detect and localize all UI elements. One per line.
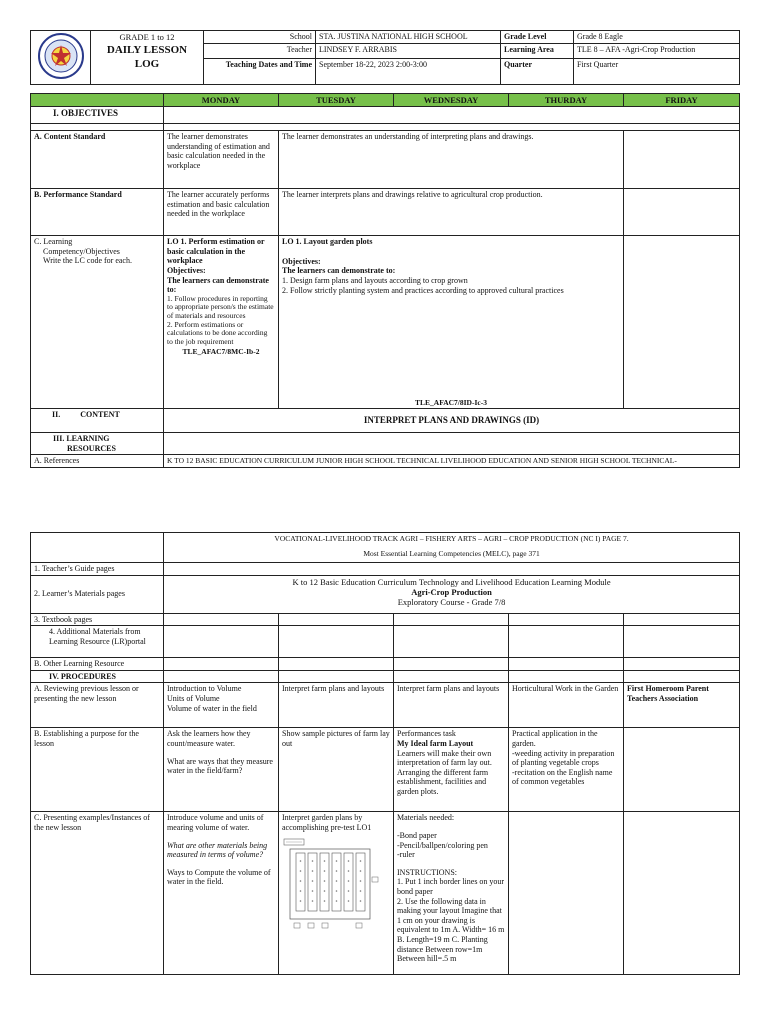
teacher-label: Teacher [204, 43, 316, 58]
rest-lc-code: TLE_AFAC7/8ID-Ic-3 [415, 398, 487, 408]
quarter-label: Quarter [501, 58, 574, 84]
procedure-a-monday: Introduction to Volume Units of Volume Volume of water in the field [164, 683, 279, 728]
objectives-table [30, 93, 740, 468]
other-resource-label: B. Other Learning Resource [31, 658, 164, 671]
references-cont-label [31, 533, 164, 563]
performance-standard-monday: The learner accurately performs estimation and basic calculation needed in the workplace [164, 189, 279, 236]
header-table [30, 30, 740, 85]
teachers-guide-value [164, 563, 740, 576]
objectives-heading: I. OBJECTIVES [31, 107, 164, 124]
objectives-blank [164, 107, 740, 124]
procedure-c-monday: Introduce volume and units of mearing volume of water. What are other materials being measured in terms of volume? Ways to Compute the volume of water in the field. [164, 812, 279, 975]
monday-lc-code: TLE_AFAC7/8MC-Ib-2 [182, 346, 260, 356]
procedure-b-thursday: Practical application in the garden. -weeding activity in preparation of planting vegetable crops -recitation on the English name of common vegetables [509, 728, 624, 812]
procedure-c-tuesday: Interpret garden plans by accomplishing pre-test LO1 [279, 812, 394, 975]
deped-seal [31, 31, 91, 85]
procedure-b-tuesday: Show sample pictures of farm lay out [279, 728, 394, 812]
procedure-b-label: B. Establishing a purpose for the lesson [31, 728, 164, 812]
log-title-line2: LOG [134, 57, 160, 70]
dates-value: September 18-22, 2023 2:00-3:00 [316, 58, 501, 84]
textbook-label: 3. Textbook pages [31, 613, 164, 626]
competency-label: C. Learning Competency/Objectives Write the LC code for each. [31, 236, 164, 409]
teacher-value: LINDSEY F. ARRABIS [316, 43, 501, 58]
competency-rest: LO 1. Layout garden plots Objectives: The learners can demonstrate to: 1. Design farm plans and layouts according to crop grown 2. Follow strictly planting system and practices according to approved cultural practices TLE_AFAC7/8ID-Ic-3 [279, 236, 624, 409]
learning-resources-label: III. LEARNING RESOURCES [31, 433, 164, 455]
references-value: K TO 12 BASIC EDUCATION CURRICULUM JUNIOR HIGH SCHOOL TECHNICAL LIVELIHOOD EDUCATION AND SENIOR HIGH SCHOOL TECHNICAL- [164, 455, 740, 468]
procedure-b-monday: Ask the learners how they count/measure water. What are ways that they measure water in the field/farm? [164, 728, 279, 812]
procedure-c-wednesday: Materials needed: -Bond paper -Pencil/ballpen/coloring pen -ruler INSTRUCTIONS: 1. Put 1 inch border lines on your bond paper 2. Use the following data in making your layout Imagine that 1 cm on your drawing is equivalent to 1m A. Width= 16 m B. Length=19 m C. Planting distance Between row=1m Between hill=.5 m [394, 812, 509, 975]
references-cont: VOCATIONAL-LIVELIHOOD TRACK AGRI – FISHERY ARTS – AGRI – CROP PRODUCTION (NC I) PAGE 7. Most Essential Learning Competencies (MELC), page 371 [164, 533, 740, 563]
additional-materials-label: 4. Additional Materials from Learning Resource (LR)portal [31, 626, 164, 658]
garden-plan-diagram [282, 837, 382, 937]
day-friday: FRIDAY [624, 94, 740, 107]
school-label: School [204, 31, 316, 44]
grade-level-label: Grade Level [501, 31, 574, 44]
dates-label: Teaching Dates and Time [204, 58, 316, 84]
day-monday: MONDAY [164, 94, 279, 107]
content-standard-friday [624, 131, 740, 189]
day-tuesday: TUESDAY [279, 94, 394, 107]
competency-monday: LO 1. Perform estimation or basic calculation in the workplace Objectives: The learners can demonstrate to: 1. Follow procedures in reporting to appropriate person/s the estimate of materials and resources 2. Perform estimations or calculations to be done according to the job requirement TLE_AFAC7/8MC-Ib-2 [164, 236, 279, 409]
learning-resources-blank [164, 433, 740, 455]
procedure-a-label: A. Reviewing previous lesson or presenting the new lesson [31, 683, 164, 728]
learning-area-value: TLE 8 – AFA -Agri-Crop Production [574, 43, 740, 58]
day-thursday: THURDAY [509, 94, 624, 107]
day-header-blank [31, 94, 164, 107]
quarter-value: First Quarter [574, 58, 740, 84]
procedure-c-label: C. Presenting examples/Instances of the new lesson [31, 812, 164, 975]
procedure-c-friday [624, 812, 740, 975]
content-standard-rest: The learner demonstrates an understanding of interpreting plans and drawings. [279, 131, 624, 189]
procedure-a-wednesday: Interpret farm plans and layouts [394, 683, 509, 728]
log-title-line1: DAILY LESSON [106, 44, 188, 57]
learners-materials-value: K to 12 Basic Education Curriculum Technology and Livelihood Education Learning Module Agri-Crop Production Exploratory Course - Grade 7/8 [164, 575, 740, 613]
teachers-guide-label: 1. Teacher’s Guide pages [31, 563, 164, 576]
references-label: A. References [31, 455, 164, 468]
competency-friday [624, 236, 740, 409]
content-standard-monday: The learner demonstrates understanding of estimation and basic calculation needed in the workplace [164, 131, 279, 189]
grade-range: GRADE 1 to 12 [91, 31, 204, 44]
performance-standard-rest: The learner interprets plans and drawings relative to agricultural crop production. [279, 189, 624, 236]
performance-standard-friday [624, 189, 740, 236]
grade-level-value: Grade 8 Eagle [574, 31, 740, 44]
procedures-table [30, 532, 740, 975]
content-standard-label: A. Content Standard [31, 131, 164, 189]
school-value: STA. JUSTINA NATIONAL HIGH SCHOOL [316, 31, 501, 44]
procedure-a-thursday: Horticultural Work in the Garden [509, 683, 624, 728]
day-wednesday: WEDNESDAY [394, 94, 509, 107]
procedure-b-wednesday: Performances task My Ideal farm Layout Learners will make their own interpretation of farm lay out. Arranging the different farm establishment, facilities and garden plots. [394, 728, 509, 812]
performance-standard-label: B. Performance Standard [31, 189, 164, 236]
content-value: INTERPRET PLANS AND DRAWINGS (ID) [164, 409, 740, 433]
procedures-heading: IV. PROCEDURES [31, 670, 164, 683]
procedure-a-tuesday: Interpret farm plans and layouts [279, 683, 394, 728]
procedure-b-friday [624, 728, 740, 812]
procedure-c-thursday [509, 812, 624, 975]
deped-seal-icon [36, 31, 86, 81]
content-label: II. CONTENT [31, 409, 164, 433]
learning-area-label: Learning Area [501, 43, 574, 58]
procedure-a-friday: First Homeroom Parent Teachers Association [624, 683, 740, 728]
learners-materials-label: 2. Learner’s Materials pages [31, 575, 164, 613]
